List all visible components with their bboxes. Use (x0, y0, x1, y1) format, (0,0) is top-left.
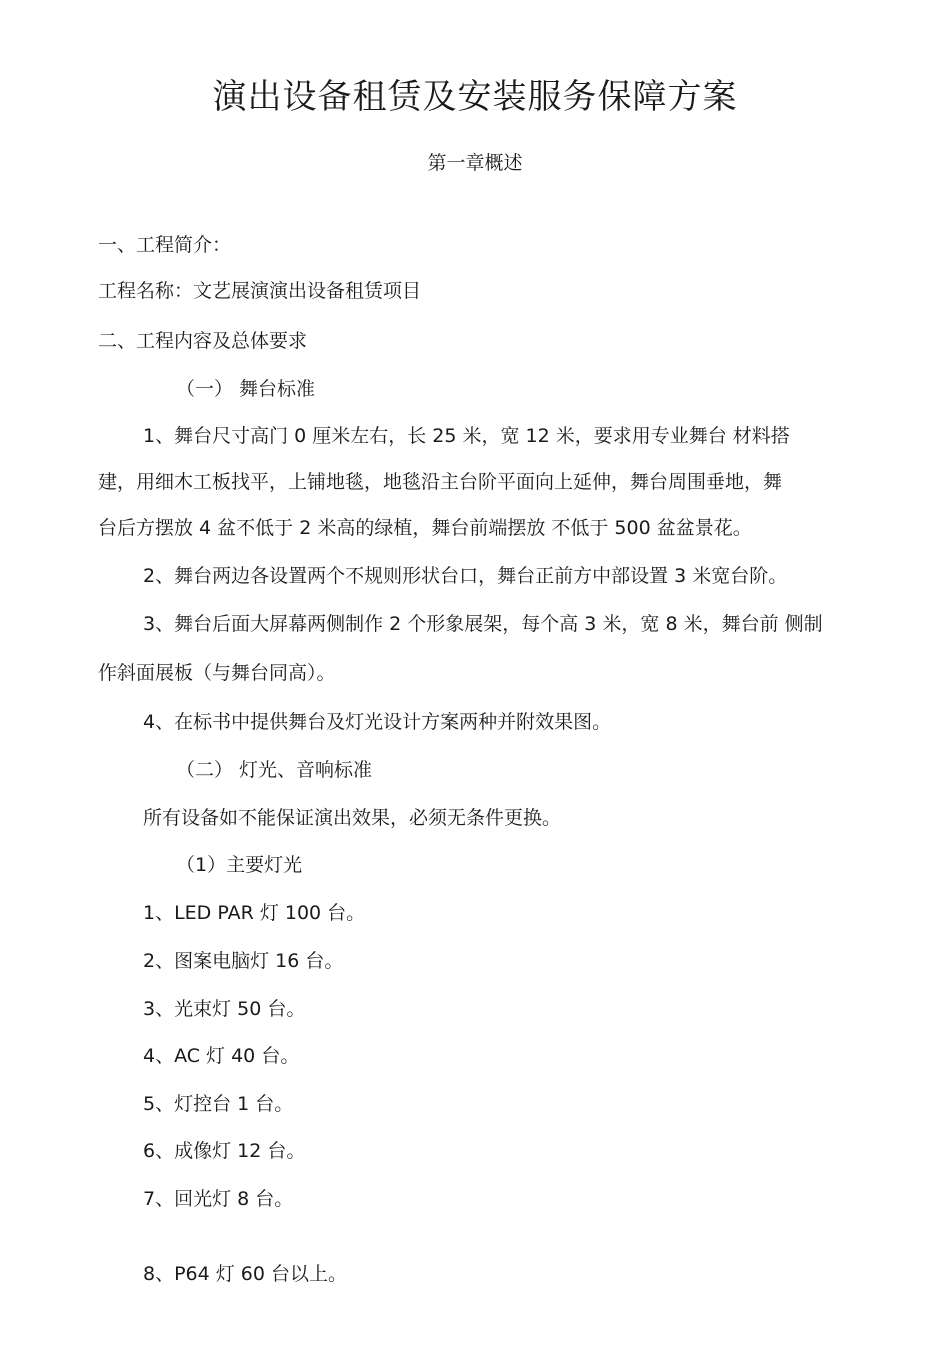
subsection-heading-stage-standard: （一） 舞台标准 (176, 378, 316, 400)
lighting-item-2: 2、图案电脑灯 16 台。 (143, 950, 344, 972)
stage-item-1-line-1: 1、舞台尺寸高门 0 厘米左右，长 25 米，宽 12 米，要求用专业舞台 材料搭 (143, 425, 790, 447)
document-title: 演出设备租赁及安装服务保障方案 (212, 77, 738, 117)
lighting-item-7: 7、回光灯 8 台。 (143, 1188, 294, 1210)
project-name-line: 工程名称：文艺展演演出设备租赁项目 (98, 280, 422, 302)
lighting-item-6: 6、成像灯 12 台。 (143, 1140, 306, 1162)
lighting-item-1: 1、LED PAR 灯 100 台。 (143, 902, 366, 924)
section-heading-content-requirements: 二、工程内容及总体要求 (98, 330, 308, 352)
lighting-item-5: 5、灯控台 1 台。 (143, 1093, 294, 1115)
equipment-replacement-note: 所有设备如不能保证演出效果，必须无条件更换。 (143, 807, 562, 829)
stage-item-3-line-2: 作斜面展板（与舞台同高）。 (98, 662, 336, 684)
lighting-item-8: 8、P64 灯 60 台以上。 (143, 1263, 348, 1285)
subsection-heading-lighting-audio: （二） 灯光、音响标准 (176, 759, 373, 781)
stage-item-2: 2、舞台两边各设置两个不规则形状台口，舞台正前方中部设置 3 米宽台阶。 (143, 565, 788, 587)
section-heading-project-intro: 一、工程简介： (98, 234, 232, 256)
chapter-heading: 第一章概述 (427, 152, 523, 174)
stage-item-3-line-1: 3、舞台后面大屏幕两侧制作 2 个形象展架，每个高 3 米，宽 8 米，舞台前 侧制 (143, 613, 823, 635)
lighting-item-3: 3、光束灯 50 台。 (143, 998, 306, 1020)
stage-item-1-line-2: 建，用细木工板找平，上铺地毯，地毯沿主台阶平面向上延伸，舞台周围垂地，舞 (98, 471, 783, 493)
lighting-item-4: 4、AC 灯 40 台。 (143, 1045, 300, 1067)
stage-item-4: 4、在标书中提供舞台及灯光设计方案两种并附效果图。 (143, 711, 612, 733)
main-lighting-heading: （1）主要灯光 (176, 854, 303, 876)
stage-item-1-line-3: 台后方摆放 4 盆不低于 2 米高的绿植，舞台前端摆放 不低于 500 盆盆景花。 (98, 517, 752, 539)
